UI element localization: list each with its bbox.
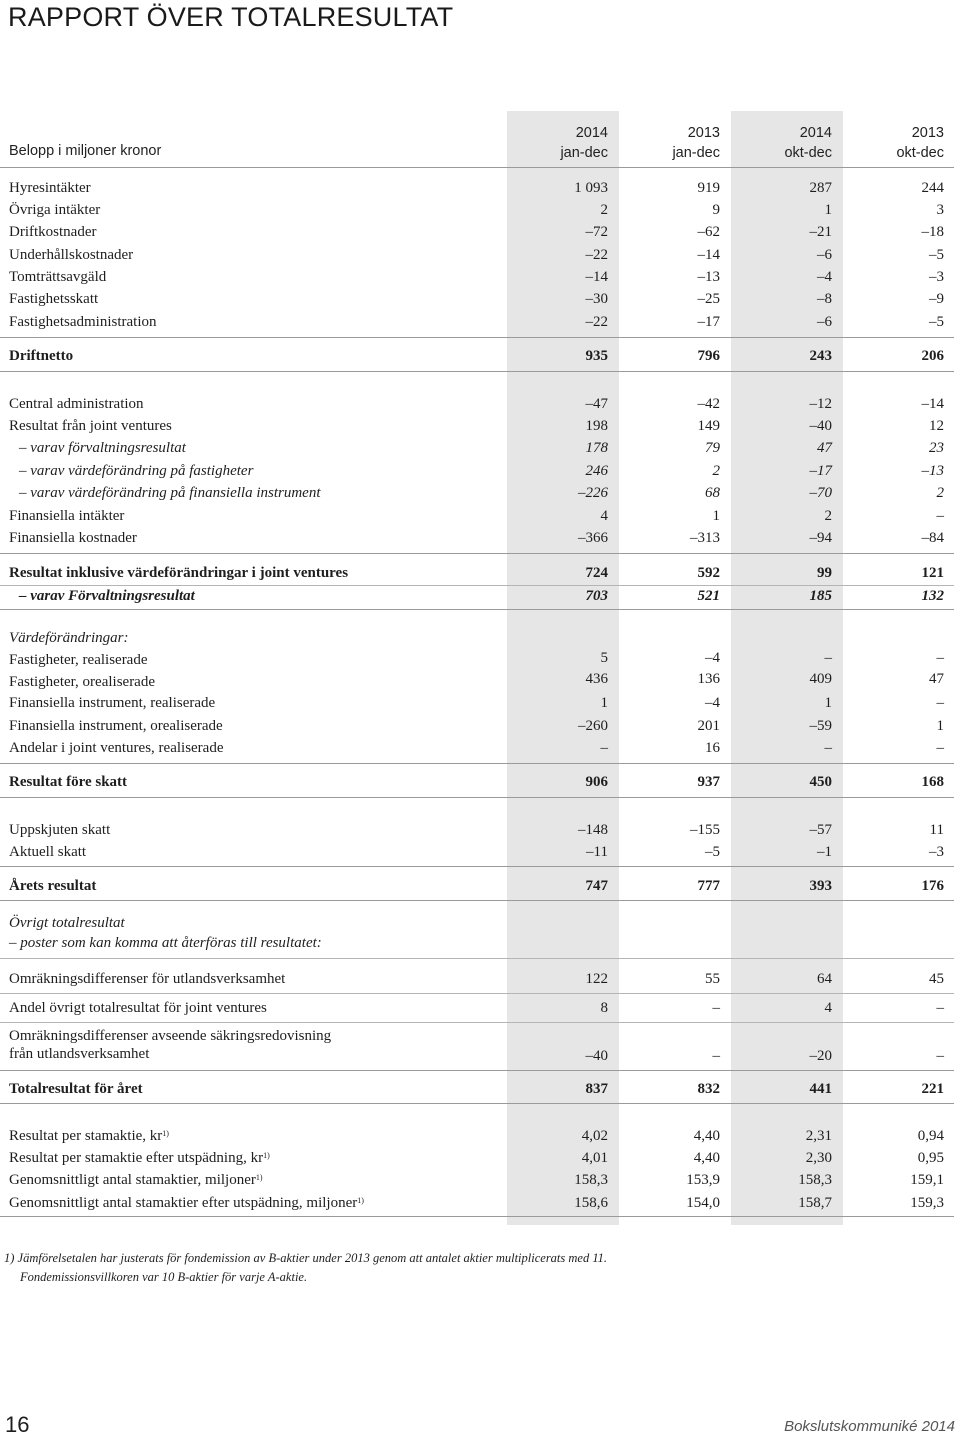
cell: –6 [817,314,832,330]
row-label: Omräkningsdifferenser för utlandsverksamhet [9,971,286,987]
cell: 4,01 [581,1150,608,1166]
row-label: Övriga intäkter [9,202,101,218]
table-row [0,1147,960,1169]
section-rule [0,797,954,798]
cell: 2 [712,463,720,479]
cell: –14 [921,396,944,412]
cell: –20 [809,1048,832,1064]
cell: –6 [817,247,832,263]
row-label: – varav förvaltningsresultat [19,440,186,456]
cell: 176 [921,878,944,894]
cell: 68 [705,485,720,501]
row-label: Värdeförändringar: [9,630,129,646]
cell: 1 [824,695,832,711]
cell: 201 [697,718,720,734]
column-header-2 [610,123,720,163]
cell: –260 [578,718,608,734]
row-label: Årets resultat [9,878,97,894]
cell: –4 [705,695,720,711]
cell: –22 [585,314,608,330]
section-heading [0,912,960,934]
table-row [0,671,960,693]
cell: 2 [600,202,608,218]
cell: –366 [578,530,608,546]
cell: –84 [921,530,944,546]
cell: –13 [921,463,944,479]
cell: –42 [697,396,720,412]
cell: – [936,1048,944,1064]
section-rule [0,1022,954,1023]
cell: 0,95 [917,1150,944,1166]
cell: –22 [585,247,608,263]
row-label [9,1192,364,1214]
table-row [0,266,960,288]
cell: 409 [809,671,832,687]
row-label: Resultat före skatt [9,774,128,790]
footnote-marker: 1) [162,1129,169,1138]
cell: –40 [585,1048,608,1064]
section-rule [0,609,954,610]
row-label: – poster som kan komma att återföras till resultatet: [9,935,322,951]
cell: 23 [929,440,944,456]
cell: 5 [600,650,608,666]
table-row [0,841,960,863]
section-rule [0,553,954,554]
cell: 8 [600,1000,608,1016]
row-label [9,1147,270,1169]
footnote-marker: 1) [357,1196,364,1205]
cell: –4 [705,650,720,666]
row-label: Driftkostnader [9,224,97,240]
table-row [0,715,960,737]
cell: –47 [585,396,608,412]
section-rule [0,337,954,338]
column-header-4 [834,123,944,163]
cell: –21 [809,224,832,240]
row-label: Finansiella instrument, orealiserade [9,718,223,734]
cell: 2 [824,508,832,524]
cell: – [936,695,944,711]
cell: 246 [585,463,608,479]
cell: 777 [697,878,720,894]
section-rule [0,866,954,867]
cell: 287 [809,180,832,196]
cell: 47 [817,440,832,456]
row-label: Andelar i joint ventures, realiserade [9,740,224,756]
section-heading [0,627,960,649]
row-label: – varav Förvaltningsresultat [19,588,195,604]
cell: – [600,740,608,756]
cell: 1 093 [574,180,608,196]
cell: –11 [586,844,608,860]
cell: 158,7 [798,1195,832,1211]
row-label: Övrigt totalresultat [9,915,125,931]
column-period: okt-dec [896,145,944,161]
cell: 153,9 [686,1172,720,1188]
row-label: Aktuell skatt [9,844,87,860]
cell: –148 [578,822,608,838]
page-number: 16 [5,1412,30,1437]
section-rule [0,900,954,901]
cell: 4,40 [693,1128,720,1144]
table-row [0,393,960,415]
footnote-line-2: Fondemissionsvillkoren var 10 B-aktier för varje A-aktie. [20,1270,308,1284]
unit-label: Belopp i miljoner kronor [9,143,162,159]
section-rule [0,763,954,764]
cell: 244 [921,180,944,196]
cell: 0,94 [917,1128,944,1144]
cell: 747 [585,878,608,894]
row-label: Finansiella instrument, realiserade [9,695,216,711]
footnote-line-1: 1) Jämförelsetalen har justerats för fondemission av B-aktier under 2013 genom att antalet aktier multiplicerats med 11. [4,1251,608,1265]
subtotal-row [0,585,960,607]
cell: –14 [585,269,608,285]
cell: –13 [697,269,720,285]
table-row [0,177,960,199]
row-label: Fastighetsskatt [9,291,99,307]
cell: 122 [585,971,608,987]
cell: 198 [585,418,608,434]
cell: 178 [585,440,608,456]
cell: 2 [936,485,944,501]
section-heading [0,932,960,954]
cell: –3 [929,844,944,860]
row-label: Uppskjuten skatt [9,822,111,838]
cell: – [936,1000,944,1016]
cell: –5 [929,247,944,263]
column-header-3 [722,123,832,163]
table-row [0,505,960,527]
section-rule [0,1070,954,1071]
cell: 4,02 [581,1128,608,1144]
table-row [0,819,960,841]
section-rule [0,993,954,994]
column-period: jan-dec [672,145,720,161]
cell: 79 [705,440,720,456]
cell: 168 [921,774,944,790]
cell: 441 [809,1081,832,1097]
subtotal-row [0,345,960,367]
document-title: Bokslutskommuniké 2014 [784,1418,955,1435]
row-label: Fastighetsadministration [9,314,157,330]
row-label: Totalresultat för året [9,1081,143,1097]
cell: –57 [809,822,832,838]
cell: –3 [929,269,944,285]
section-rule [0,1103,954,1104]
table-row [0,1192,960,1214]
cell: – [712,1048,720,1064]
cell: 3 [936,202,944,218]
cell: –5 [705,844,720,860]
footnote-marker: 1) [255,1173,263,1182]
column-year: 2014 [575,125,608,141]
table-row [0,311,960,333]
cell: 158,3 [574,1172,608,1188]
cell: – [936,508,944,524]
cell: –18 [921,224,944,240]
cell: –17 [697,314,720,330]
cell: 243 [809,348,832,364]
row-label: – varav värdeförändring på finansiella instrument [19,485,321,501]
cell: 45 [929,971,944,987]
row-label-text: Genomsnittligt antal stamaktier efter utspädning, miljoner [9,1195,358,1211]
cell: –70 [809,485,832,501]
cell: 12 [929,418,944,434]
row-label: Fastigheter, orealiserade [9,674,156,690]
footnote-marker: 1) [263,1151,270,1160]
section-rule [0,371,954,372]
cell: –25 [697,291,720,307]
cell: –5 [929,314,944,330]
cell: 11 [929,822,944,838]
cell: – [936,740,944,756]
cell: 906 [585,774,608,790]
table-row [0,244,960,266]
section-rule [0,958,954,959]
cell: 136 [697,671,720,687]
cell: –313 [690,530,720,546]
cell: –14 [697,247,720,263]
table-row [0,288,960,310]
table-row [0,460,960,482]
column-year: 2014 [799,125,832,141]
cell: 724 [585,565,608,581]
cell: –9 [929,291,944,307]
cell: 4 [824,1000,832,1016]
row-label [9,1169,263,1191]
column-year: 2013 [687,125,720,141]
row-label: Hyresintäkter [9,180,91,196]
cell: 149 [697,418,720,434]
cell: 158,6 [574,1195,608,1211]
table-row [0,997,960,1019]
cell: 592 [697,565,720,581]
row-label: Resultat från joint ventures [9,418,172,434]
column-period: okt-dec [784,145,832,161]
cell: 2,30 [805,1150,832,1166]
header-rule [0,167,954,168]
row-label: Omräkningsdifferenser avseende säkringsredovisning [9,1028,332,1044]
cell: 121 [921,565,944,581]
cell: –226 [578,485,608,501]
cell: –62 [697,224,720,240]
cell: –1 [817,844,832,860]
row-label-text: Resultat per stamaktie, kr [9,1128,163,1144]
cell: 16 [705,740,720,756]
cell: 132 [921,588,944,604]
cell: – [712,1000,720,1016]
subtotal-row [0,1078,960,1100]
cell: 1 [712,508,720,524]
table-row [0,415,960,437]
cell: – [936,650,944,666]
cell: 221 [921,1081,944,1097]
cell: – [824,740,832,756]
cell: –4 [817,269,832,285]
cell: 935 [585,348,608,364]
cell: –155 [690,822,720,838]
cell: 47 [929,671,944,687]
row-label: – varav värdeförändring på fastigheter [19,463,254,479]
table-row [0,737,960,759]
cell: 937 [697,774,720,790]
cell: 919 [697,180,720,196]
cell: – [824,650,832,666]
table-bottom-rule [0,1216,954,1217]
row-label: Tomträttsavgäld [9,269,107,285]
table-row [0,527,960,549]
row-label: Underhållskostnader [9,247,134,263]
cell: 796 [697,348,720,364]
cell: 837 [585,1081,608,1097]
table-row [0,692,960,714]
subtotal-row [0,875,960,897]
row-label: Finansiella intäkter [9,508,125,524]
row-label: Resultat inklusive värdeförändringar i joint ventures [9,565,349,581]
cell: 158,3 [798,1172,832,1188]
cell: –94 [809,530,832,546]
table-row [0,199,960,221]
cell: 436 [585,671,608,687]
cell: –30 [585,291,608,307]
column-header-1 [498,123,608,163]
table-row [0,1169,960,1191]
table-row [0,968,960,990]
cell: 832 [697,1081,720,1097]
cell: –40 [809,418,832,434]
row-label: från utlandsverksamhet [9,1046,150,1062]
cell: 450 [809,774,832,790]
table-row [0,1025,960,1073]
row-label: Fastigheter, realiserade [9,652,148,668]
subtotal-row [0,771,960,793]
cell: –59 [809,718,832,734]
cell: 4 [600,508,608,524]
table-row [0,221,960,243]
page-title: RAPPORT ÖVER TOTALRESULTAT [8,2,454,32]
cell: 55 [705,971,720,987]
cell: 9 [712,202,720,218]
cell: 1 [600,695,608,711]
cell: 159,1 [910,1172,944,1188]
row-label-text: Genomsnittligt antal stamaktier, miljoner [9,1172,256,1188]
cell: 1 [824,202,832,218]
cell: 159,3 [910,1195,944,1211]
row-label: Central administration [9,396,144,412]
cell: 206 [921,348,944,364]
cell: 4,40 [693,1150,720,1166]
cell: 99 [817,565,832,581]
cell: 64 [817,971,832,987]
cell: 521 [697,588,720,604]
row-label: Andel övrigt totalresultat för joint ventures [9,1000,267,1016]
table-row [0,482,960,504]
cell: 393 [809,878,832,894]
cell: 154,0 [686,1195,720,1211]
subtotal-row [0,562,960,584]
row-label: Driftnetto [9,348,74,364]
column-year: 2013 [911,125,944,141]
cell: –17 [809,463,832,479]
row-label [9,1125,169,1147]
cell: 185 [809,588,832,604]
table-row [0,437,960,459]
cell: –72 [585,224,608,240]
cell: –12 [809,396,832,412]
table-row [0,1125,960,1147]
column-period: jan-dec [560,145,608,161]
cell: 2,31 [805,1128,832,1144]
row-label-text: Resultat per stamaktie efter utspädning, kr [9,1150,264,1166]
row-label: Finansiella kostnader [9,530,137,546]
cell: 703 [585,588,608,604]
cell: 1 [936,718,944,734]
cell: –8 [817,291,832,307]
